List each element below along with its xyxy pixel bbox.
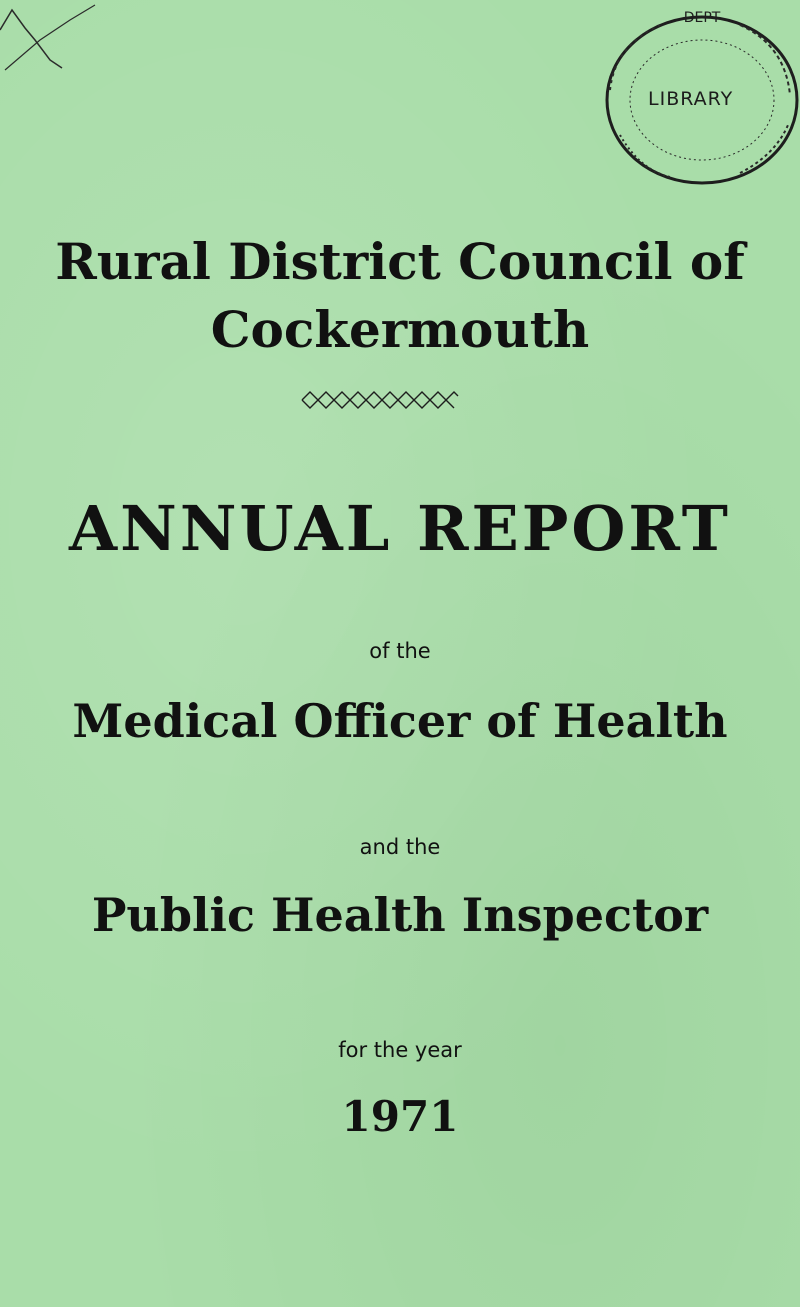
- ornament-divider-icon: [300, 388, 460, 412]
- inspector-heading: Public Health Inspector: [91, 888, 709, 942]
- corner-pen-mark: [0, 0, 120, 80]
- stamp-library-label: LIBRARY: [648, 88, 734, 110]
- of-the-text: of the: [369, 639, 431, 663]
- medical-officer-heading: Medical Officer of Health: [72, 694, 728, 748]
- council-name-line-1: Rural District Council of: [55, 232, 745, 291]
- council-name-line-2: Cockermouth: [210, 300, 590, 359]
- and-the-text: and the: [359, 835, 441, 859]
- for-the-year-text: for the year: [338, 1038, 462, 1062]
- report-year: 1971: [341, 1092, 459, 1141]
- svg-text:DEPT: DEPT: [683, 10, 721, 26]
- report-title: ANNUAL REPORT: [69, 492, 731, 565]
